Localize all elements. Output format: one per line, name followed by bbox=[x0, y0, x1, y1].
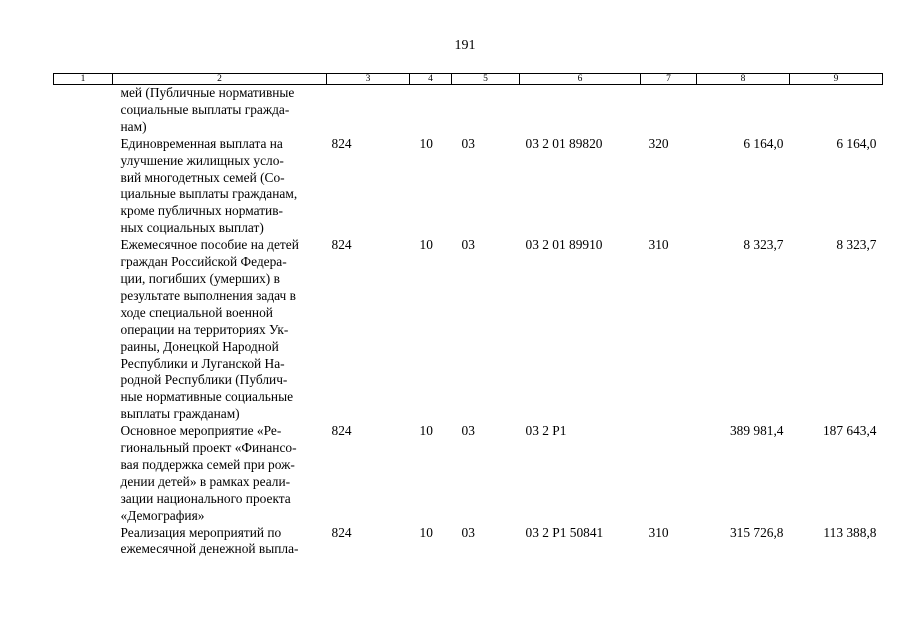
column-header-1: 1 bbox=[54, 74, 113, 85]
amount-year1-cell: 315 726,8 bbox=[729, 524, 784, 540]
item-name-line: ных социальных выплат) bbox=[120, 220, 264, 236]
table-row bbox=[54, 525, 883, 559]
column-header-4: 4 bbox=[410, 74, 452, 85]
item-name-line: раины, Донецкой Народной bbox=[120, 338, 279, 354]
target-article-cell: 03 2 P1 50841 bbox=[525, 524, 604, 540]
table-header bbox=[54, 74, 883, 85]
section-code-cell: 10 bbox=[419, 135, 433, 151]
column-header-2: 2 bbox=[113, 74, 327, 85]
column-header-9: 9 bbox=[790, 74, 883, 85]
budget-table bbox=[53, 73, 883, 558]
section-code-cell bbox=[410, 85, 452, 136]
item-name-line: ежемесячной денежной выпла- bbox=[120, 541, 299, 557]
item-name-cell bbox=[113, 423, 327, 524]
subsection-code-cell bbox=[452, 85, 520, 136]
item-name-line: Единовременная выплата на bbox=[120, 135, 283, 151]
item-name-cell bbox=[113, 85, 327, 136]
amount-year2-cell bbox=[790, 85, 883, 136]
row-index-cell bbox=[54, 237, 113, 423]
item-name-line: мей (Публичные нормативные bbox=[120, 85, 295, 100]
row-index-cell bbox=[54, 423, 113, 524]
page-number: 191 bbox=[454, 38, 476, 53]
amount-year1-cell bbox=[697, 85, 790, 136]
row-index-cell bbox=[54, 525, 113, 559]
item-name-line: операции на территориях Ук- bbox=[120, 321, 289, 337]
item-name-line: Реализация мероприятий по bbox=[120, 524, 282, 540]
table-body bbox=[54, 85, 883, 559]
item-name-line: вий многодетных семей (Со- bbox=[120, 169, 285, 185]
target-article-cell: 03 2 01 89820 bbox=[525, 135, 603, 151]
item-name-line: циальные выплаты гражданам, bbox=[120, 186, 298, 202]
target-article-cell: 03 2 P1 bbox=[525, 423, 567, 439]
item-name-line: улучшение жилищных усло- bbox=[120, 152, 284, 168]
row-index-cell bbox=[54, 136, 113, 237]
item-name-line: ходе специальной военной bbox=[120, 304, 273, 320]
target-article-cell: 03 2 01 89910 bbox=[525, 237, 603, 253]
table-row bbox=[54, 136, 883, 237]
subsection-code-cell: 03 bbox=[461, 237, 475, 253]
item-name-line: дении детей» в рамках реали- bbox=[120, 473, 291, 489]
subsection-code-cell: 03 bbox=[461, 524, 475, 540]
amount-year1-cell: 8 323,7 bbox=[743, 237, 784, 253]
amount-year1-cell: 389 981,4 bbox=[729, 423, 784, 439]
item-name-line: вая поддержка семей при рож- bbox=[120, 456, 295, 472]
item-name-line: граждан Российской Федера- bbox=[120, 254, 287, 270]
table-row bbox=[54, 237, 883, 423]
item-name-cell bbox=[113, 136, 327, 237]
item-name-line: зации национального проекта bbox=[120, 490, 291, 506]
department-code-cell bbox=[327, 85, 410, 136]
item-name-line: кроме публичных норматив- bbox=[120, 203, 283, 219]
row-index-cell bbox=[54, 85, 113, 136]
department-code-cell: 824 bbox=[331, 423, 352, 439]
amount-year1-cell: 6 164,0 bbox=[743, 135, 784, 151]
table-row bbox=[54, 423, 883, 524]
item-name-line: Основное мероприятие «Ре- bbox=[120, 423, 282, 439]
item-name-line: выплаты гражданам) bbox=[120, 406, 240, 422]
department-code-cell: 824 bbox=[331, 524, 352, 540]
item-name-line: ные нормативные социальные bbox=[120, 389, 294, 405]
header-row bbox=[54, 74, 883, 85]
item-name-line: нам) bbox=[120, 118, 147, 134]
amount-year2-cell: 113 388,8 bbox=[823, 524, 877, 540]
section-code-cell: 10 bbox=[419, 237, 433, 253]
department-code-cell: 824 bbox=[331, 135, 352, 151]
item-name-line: результате выполнения задач в bbox=[120, 287, 296, 303]
column-header-8: 8 bbox=[697, 74, 790, 85]
column-header-6: 6 bbox=[520, 74, 641, 85]
item-name-line: «Демография» bbox=[120, 507, 205, 523]
item-name-line: ции, погибших (умерших) в bbox=[120, 270, 280, 286]
item-name-cell bbox=[113, 525, 327, 559]
section-code-cell: 10 bbox=[419, 423, 433, 439]
column-header-5: 5 bbox=[452, 74, 520, 85]
column-header-3: 3 bbox=[327, 74, 410, 85]
subsection-code-cell: 03 bbox=[461, 135, 475, 151]
item-name-cell bbox=[113, 237, 327, 423]
expense-type-cell: 310 bbox=[648, 524, 669, 540]
subsection-code-cell: 03 bbox=[461, 423, 475, 439]
amount-year2-cell: 8 323,7 bbox=[836, 237, 877, 253]
expense-type-cell bbox=[641, 423, 697, 524]
expense-type-cell: 310 bbox=[648, 237, 669, 253]
expense-type-cell bbox=[641, 85, 697, 136]
amount-year2-cell: 187 643,4 bbox=[822, 423, 877, 439]
target-article-cell bbox=[520, 85, 641, 136]
item-name-line: родной Республики (Публич- bbox=[120, 372, 288, 388]
item-name-line: Республики и Луганской На- bbox=[120, 355, 285, 371]
item-name-line: гиональный проект «Финансо- bbox=[120, 440, 297, 456]
department-code-cell: 824 bbox=[331, 237, 352, 253]
expense-type-cell: 320 bbox=[648, 135, 669, 151]
section-code-cell: 10 bbox=[419, 524, 433, 540]
column-header-7: 7 bbox=[641, 74, 697, 85]
amount-year2-cell: 6 164,0 bbox=[836, 135, 877, 151]
item-name-line: Ежемесячное пособие на детей bbox=[120, 237, 299, 253]
table-row bbox=[54, 85, 883, 136]
item-name-line: социальные выплаты гражда- bbox=[120, 101, 290, 117]
